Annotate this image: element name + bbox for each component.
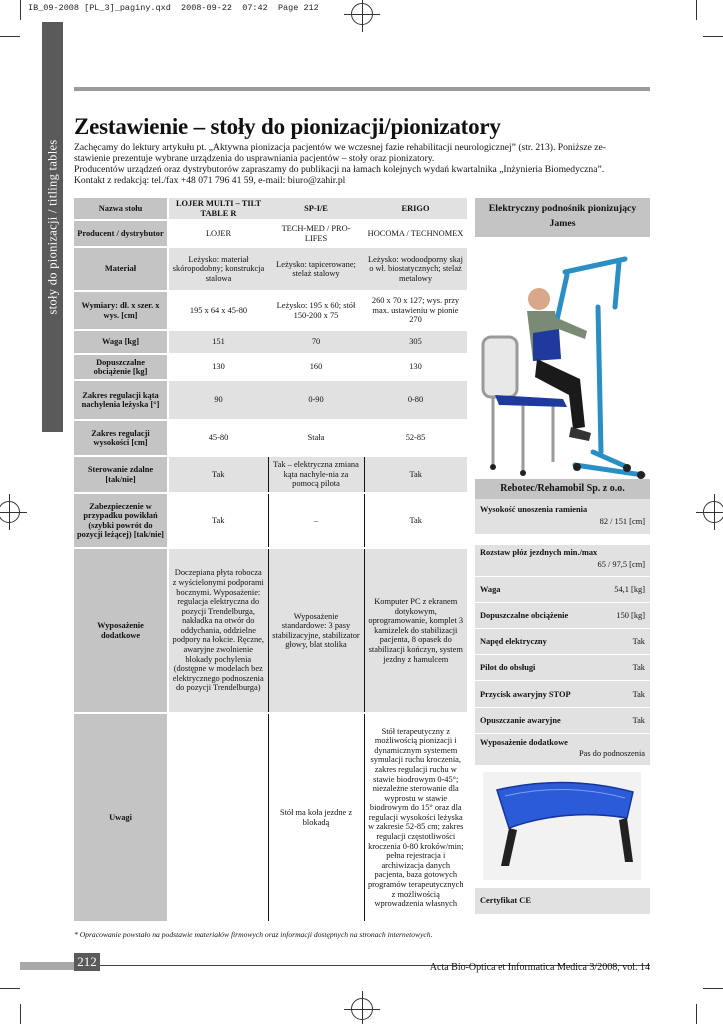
spec-row xyxy=(475,681,650,708)
spec-row xyxy=(475,577,650,603)
table-cell: 151 xyxy=(168,330,268,354)
table-cell: 70 xyxy=(268,330,364,354)
table-cell: 0-90 xyxy=(268,380,364,420)
spec-value: 150 [kg] xyxy=(616,611,645,620)
spec-value: 82 / 151 [cm] xyxy=(599,517,645,526)
spec-key: Wyposażenie dodatkowe xyxy=(480,738,568,747)
table-cell: Tak xyxy=(364,493,467,548)
column-header: LOJER MULTI – TILT TABLE R xyxy=(168,198,268,220)
comparison-table xyxy=(74,198,467,923)
spec-key: Przycisk awaryjny STOP xyxy=(480,690,571,699)
spec-row xyxy=(475,545,650,577)
manufacturer-name: Rebotec/Rehamobil Sp. z o.o. xyxy=(475,479,650,499)
table-cell xyxy=(168,713,268,922)
table-cell: Tak xyxy=(364,456,467,493)
crop-mark xyxy=(696,1004,697,1024)
table-cell: 130 xyxy=(168,354,268,380)
spec-value: Tak xyxy=(632,637,645,646)
table-cell: Leżysko: wodoodporny skaj o wł. biostatycznych; stelaż metalowy xyxy=(364,247,467,291)
spec-key: Opuszczanie awaryjne xyxy=(480,716,561,725)
footnote: * Opracowanie powstało na podstawie materiałów firmowych oraz informacji dostępnych na stronach internetowych. xyxy=(74,930,433,939)
row-label: Materiał xyxy=(74,247,168,291)
spec-row xyxy=(475,603,650,629)
row-label: Zabezpieczenie w przypadku powikłań (szybki powrót do pozycji leżącej) [tak/nie] xyxy=(74,493,168,548)
intro-line: Producentów urządzeń oraz dystrybutorów zapraszamy do publikacji na łamach kolejnych wydań kwartalnika „Inżynieria Biomedyczna”. xyxy=(74,164,605,176)
print-slug: IB_09-2008 [PL_3]_paginy.qxd 2008-09-22 07:42 Page 212 xyxy=(28,3,319,13)
table-cell: LOJER xyxy=(168,220,268,247)
registration-mark-icon xyxy=(351,3,373,25)
intro-line: Zachęcamy do lektury artykułu pt. „Aktywna pionizacja pacjentów we wczesnej fazie rehabilitacji neurologicznej” (str. 213). Poniższe ze- xyxy=(74,142,606,153)
table-row xyxy=(74,380,467,420)
table-cell: HOCOMA / TECHNOMEX xyxy=(364,220,467,247)
spec-value: Tak xyxy=(632,716,645,725)
spec-row xyxy=(475,708,650,734)
crop-mark xyxy=(703,36,723,37)
registration-mark-icon xyxy=(703,501,723,523)
spec-row xyxy=(475,655,650,681)
page-number: 212 xyxy=(74,953,100,971)
footer-bar xyxy=(20,962,74,970)
spec-spacer xyxy=(475,535,650,545)
spec-value: 54,1 [kg] xyxy=(614,585,645,594)
row-label: Wyposażenie dodatkowe xyxy=(74,548,168,713)
table-cell: 305 xyxy=(364,330,467,354)
crop-mark xyxy=(0,988,20,989)
table-row xyxy=(74,354,467,380)
header-rule xyxy=(74,87,650,91)
spec-value: Pas do podnoszenia xyxy=(578,749,645,758)
spec-value: 65 / 97,5 [cm] xyxy=(597,560,645,569)
table-cell: Tak xyxy=(168,456,268,493)
table-cell: 195 x 64 x 45-80 xyxy=(168,291,268,330)
registration-mark-icon xyxy=(0,501,20,523)
table-cell: Stała xyxy=(268,420,364,456)
spec-key: Wysokość unoszenia ramienia xyxy=(480,505,588,514)
crop-mark xyxy=(703,988,723,989)
column-header: Nazwa stołu xyxy=(74,198,168,220)
table-cell: Leżysko: tapicerowane; stelaż stalowy xyxy=(268,247,364,291)
table-row xyxy=(74,456,467,493)
row-label: Zakres regulacji wysokości [cm] xyxy=(74,420,168,456)
registration-mark-icon xyxy=(351,998,373,1020)
table-cell: Stół terapeutyczny z możliwością pionizacji i dynamicznym systemem symulacji ruchu kroczenia, zakres regulacji ruchu w stawie biodrowym 0-45°; niezależne sterowanie dla wyprostu w stawie biodrowym do 15° oraz dla regulacji wysokości leżyska w zakresie 52-85 cm; zakres regulacji częstotliwości kroczenia 0-80 kroków/min; pełna rejestracja i archiwizacja danych pacjenta, baza gotowych programów terapeutycznych z możliwością wprowadzenia własnych xyxy=(364,713,467,922)
table-cell: Wyposażenie standardowe: 3 pasy stabilizacyjne, stabilizator głowy, blat stolika xyxy=(268,548,364,713)
row-label: Dopuszczalne obciążenie [kg] xyxy=(74,354,168,380)
section-side-tab xyxy=(42,22,63,432)
crop-mark xyxy=(20,0,21,20)
crop-mark xyxy=(20,1004,21,1024)
row-label: Zakres regulacji kąta nachylenia leżyska [°] xyxy=(74,380,168,420)
lifting-sling-icon xyxy=(475,766,650,888)
table-cell: 52-85 xyxy=(364,420,467,456)
page-title: Zestawienie – stoły do pionizacji/pionizatory xyxy=(74,114,501,139)
table-header-row xyxy=(74,198,467,220)
section-side-tab-label: stoły do pionizacji / titling tables xyxy=(45,139,59,315)
spec-key: Rozstaw płóz jezdnych min./max xyxy=(480,548,598,557)
table-cell: Leżysko: 195 x 60; stół 150-200 x 75 xyxy=(268,291,364,330)
intro-line: Kontakt z redakcją: tel./fax +48 071 796 41 59, e-mail: biuro@zahir.pl xyxy=(74,175,346,187)
column-header: SP-I/E xyxy=(268,198,364,220)
certificate-label: Certyfikat CE xyxy=(475,888,650,914)
intro-line: stawienie prezentuje wybrane urządzenia do usprawniania pacjentów – stoły oraz pionizatory. xyxy=(74,153,435,165)
product-title: Elektryczny podnośnik pionizujący James xyxy=(475,198,650,237)
row-label: Waga [kg] xyxy=(74,330,168,354)
sling-photo xyxy=(475,766,650,888)
spec-key: Napęd elektryczny xyxy=(480,637,547,646)
table-cell: Stół ma koła jezdne z blokadą xyxy=(268,713,364,922)
table-cell: 45-80 xyxy=(168,420,268,456)
table-cell: 130 xyxy=(364,354,467,380)
table-cell: Komputer PC z ekranem dotykowym, oprogramowanie, komplet 3 kamizelek do stabilizacji pacjenta, 8 opasek do stabilizacji kończyn, system jezdny z hamulcem xyxy=(364,548,467,713)
table-row xyxy=(74,247,467,291)
crop-mark xyxy=(0,36,20,37)
table-row xyxy=(74,220,467,247)
patient-lift-illustration-icon xyxy=(475,237,650,479)
table-row xyxy=(74,420,467,456)
table-cell: 90 xyxy=(168,380,268,420)
table-cell: Doczepiana płyta robocza z wyścielonymi podporami bocznymi. Wyposażenie: regulacja elektryczna do pozycji Trendelburga, nakładka na otwór do oddychania, oddzielne podpory na łokcie. Ręczne, awaryjne zwolnienie blokady pochylenia (dostępne w modelach bez elektrycznego podnoszenia do pozycji Trendelburga) xyxy=(168,548,268,713)
table-cell: 160 xyxy=(268,354,364,380)
spec-key: Dopuszczalne obciążenie xyxy=(480,611,569,620)
table-row xyxy=(74,493,467,548)
table-cell: TECH-MED / PRO-LIFES xyxy=(268,220,364,247)
spec-row xyxy=(475,499,650,535)
row-label: Sterowanie zdalne [tak/nie] xyxy=(74,456,168,493)
table-row xyxy=(74,330,467,354)
row-label: Uwagi xyxy=(74,713,168,922)
crop-mark xyxy=(696,0,697,20)
table-row xyxy=(74,713,467,922)
column-header: ERIGO xyxy=(364,198,467,220)
table-cell: Tak – elektryczna zmiana kąta nachyle-nia za pomocą pilota xyxy=(268,456,364,493)
table-cell: Tak xyxy=(168,493,268,548)
table-cell: 260 x 70 x 127; wys. przy max. ustawieniu w pionie 270 xyxy=(364,291,467,330)
spec-value: Tak xyxy=(632,663,645,672)
table-cell: 0-80 xyxy=(364,380,467,420)
spec-value: Tak xyxy=(632,690,645,699)
table-row xyxy=(74,291,467,330)
intro-paragraph xyxy=(74,142,652,186)
row-label: Wymiary: dł. x szer. x wys. [cm] xyxy=(74,291,168,330)
journal-citation: Acta Bio-Optica et Informatica Medica 3/2008, vol. 14 xyxy=(429,962,650,973)
lift-photo xyxy=(475,237,650,479)
product-panel xyxy=(475,198,650,914)
row-label: Producent / dystrybutor xyxy=(74,220,168,247)
spec-row xyxy=(475,734,650,766)
table-cell: – xyxy=(268,493,364,548)
spec-key: Waga xyxy=(480,585,501,594)
spec-row xyxy=(475,629,650,655)
spec-key: Pilot do obsługi xyxy=(480,663,536,672)
table-row xyxy=(74,548,467,713)
table-cell: Leżysko: materiał skóropodobny; konstrukcja stalowa xyxy=(168,247,268,291)
